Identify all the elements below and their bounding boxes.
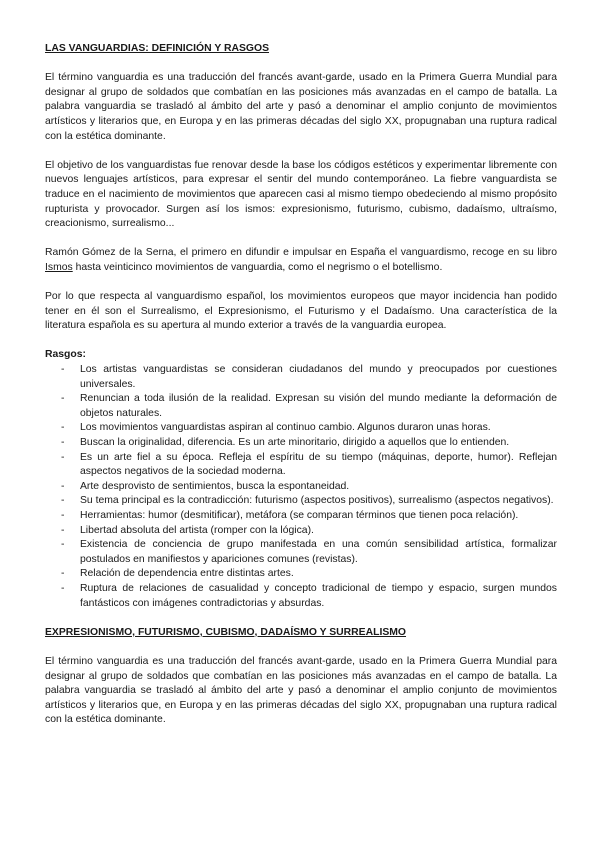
list-item-text: Arte desprovisto de sentimientos, busca la espontaneidad. <box>80 480 350 492</box>
dash-bullet: - <box>61 510 65 521</box>
list-item <box>45 567 557 582</box>
list-item-text: Buscan la originalidad, diferencia. Es un arte minoritario, dirigido a aquellos que lo entienden. <box>80 437 510 449</box>
list-item <box>45 509 557 524</box>
list-item-text: Existencia de conciencia de grupo manifestada en una común sensibilidad artística, formalizar postulados en manifiestos y apariciones comunes (revistas). <box>80 539 557 565</box>
paragraph-text: Ramón Gómez de la Serna, el primero en difundir e impulsar en España el vanguardismo, recoge en su libro <box>45 247 557 259</box>
paragraph-definicion-repeat: El término vanguardia es una traducción del francés avant-garde, usado en la Primera Guerra Mundial para designar al grupo de soldados que combatían en las posiciones más avanzadas en el campo de batalla. La palabra vanguardia se trasladó al ámbito del arte y pasó a denominar el amplio conjunto de movimientos artísticos y literarios que, en Europa y en las primeras décadas del siglo XX, propugnaban una ruptura radical con la estética dominante. <box>45 655 557 726</box>
rasgos-list <box>45 363 557 611</box>
list-item-text: Renuncian a toda ilusión de la realidad. Expresan su visión del mundo mediante la deformación de objetos naturales. <box>80 393 557 419</box>
list-item-text: Ruptura de relaciones de casualidad y concepto tradicional de tiempo y espacio, surgen mundos fantásticos con imágenes contradictorias y absurdas. <box>80 582 557 609</box>
list-item <box>45 494 557 509</box>
list-item <box>45 363 557 392</box>
dash-bullet: - <box>61 422 65 434</box>
list-item <box>45 392 557 421</box>
section-title-ismos: EXPRESIONISMO, FUTURISMO, CUBISMO, DADAÍSMO Y SURREALISMO <box>45 626 407 638</box>
list-item <box>45 480 557 495</box>
list-item-text: Los artistas vanguardistas se consideran ciudadanos del mundo y preocupados por cuestiones universales. <box>80 364 557 390</box>
list-item <box>45 421 557 436</box>
dash-bullet: - <box>61 495 65 507</box>
list-item-text: Herramientas: humor (desmitificar), metáfora (se comparan términos que tienen poca relación). <box>80 510 519 521</box>
paragraph-objetivo: El objetivo de los vanguardistas fue renovar desde la base los códigos estéticos y experimentar libremente con nuevos lenguajes artísticos, para expresar el sentir del mundo contemporáneo. La fiebre vanguardista se traduce en el nacimiento de movimientos que aparecen casi al mismo tiempo obedeciendo al mismo propósito rupturista y provocador. Surgen así los ismos: expresionismo, futurismo, cubismo, dadaísmo, ultraísmo, creacionismo, surrealismo... <box>45 159 557 230</box>
dash-bullet: - <box>61 393 65 405</box>
dash-bullet: - <box>61 524 65 536</box>
paragraph-text: hasta veinticinco movimientos de vanguardia, como el negrismo o el botellismo. <box>72 261 443 273</box>
dash-bullet: - <box>61 539 65 551</box>
list-item-text: Relación de dependencia entre distintas artes. <box>80 568 294 580</box>
dash-bullet: - <box>61 364 65 376</box>
list-item <box>45 524 557 539</box>
document-page <box>45 42 557 743</box>
dash-bullet: - <box>61 480 65 492</box>
dash-bullet: - <box>61 451 65 463</box>
list-item-text: Su tema principal es la contradicción: futurismo (aspectos positivos), surrealismo (aspectos negativos). <box>80 495 554 507</box>
section-title-vanguardias: LAS VANGUARDIAS: DEFINICIÓN Y RASGOS <box>45 43 269 54</box>
paragraph-gomez-de-la-serna <box>45 246 557 275</box>
rasgos-heading: Rasgos: <box>45 349 86 361</box>
list-item-text: Es un arte fiel a su época. Refleja el espíritu de su tiempo (máquinas, deporte, humor). Reflejan aspectos negativos de la sociedad moderna. <box>80 451 557 478</box>
paragraph-vanguardismo-espanol: Por lo que respecta al vanguardismo español, los movimientos europeos que mayor incidencia han podido tener en él son el Surrealismo, el Expresionismo, el Futurismo y el Dadaísmo. Una característica de la literatura española es su apertura al mundo exterior a través de la vanguardia europea. <box>45 291 557 332</box>
list-item <box>45 436 557 451</box>
paragraph-definicion: El término vanguardia es una traducción del francés avant-garde, usado en la Primera Guerra Mundial para designar al grupo de soldados que combatían en las posiciones más avanzadas en el campo de batalla. La palabra vanguardia se trasladó al ámbito del arte y pasó a denominar el amplio conjunto de movimientos artísticos y literarios que, en Europa y en las primeras décadas del siglo XX, propugnaban una ruptura radical con la estética dominante. <box>45 72 557 142</box>
book-title-ismos: Ismos <box>45 261 73 273</box>
list-item-text: Los movimientos vanguardistas aspiran al continuo cambio. Algunos duraron unas horas. <box>80 422 491 434</box>
dash-bullet: - <box>61 568 65 580</box>
list-item <box>45 582 557 611</box>
list-item <box>45 451 557 480</box>
dash-bullet: - <box>61 437 65 449</box>
dash-bullet: - <box>61 582 65 594</box>
list-item <box>45 538 557 567</box>
list-item-text: Libertad absoluta del artista (romper con la lógica). <box>80 524 314 536</box>
